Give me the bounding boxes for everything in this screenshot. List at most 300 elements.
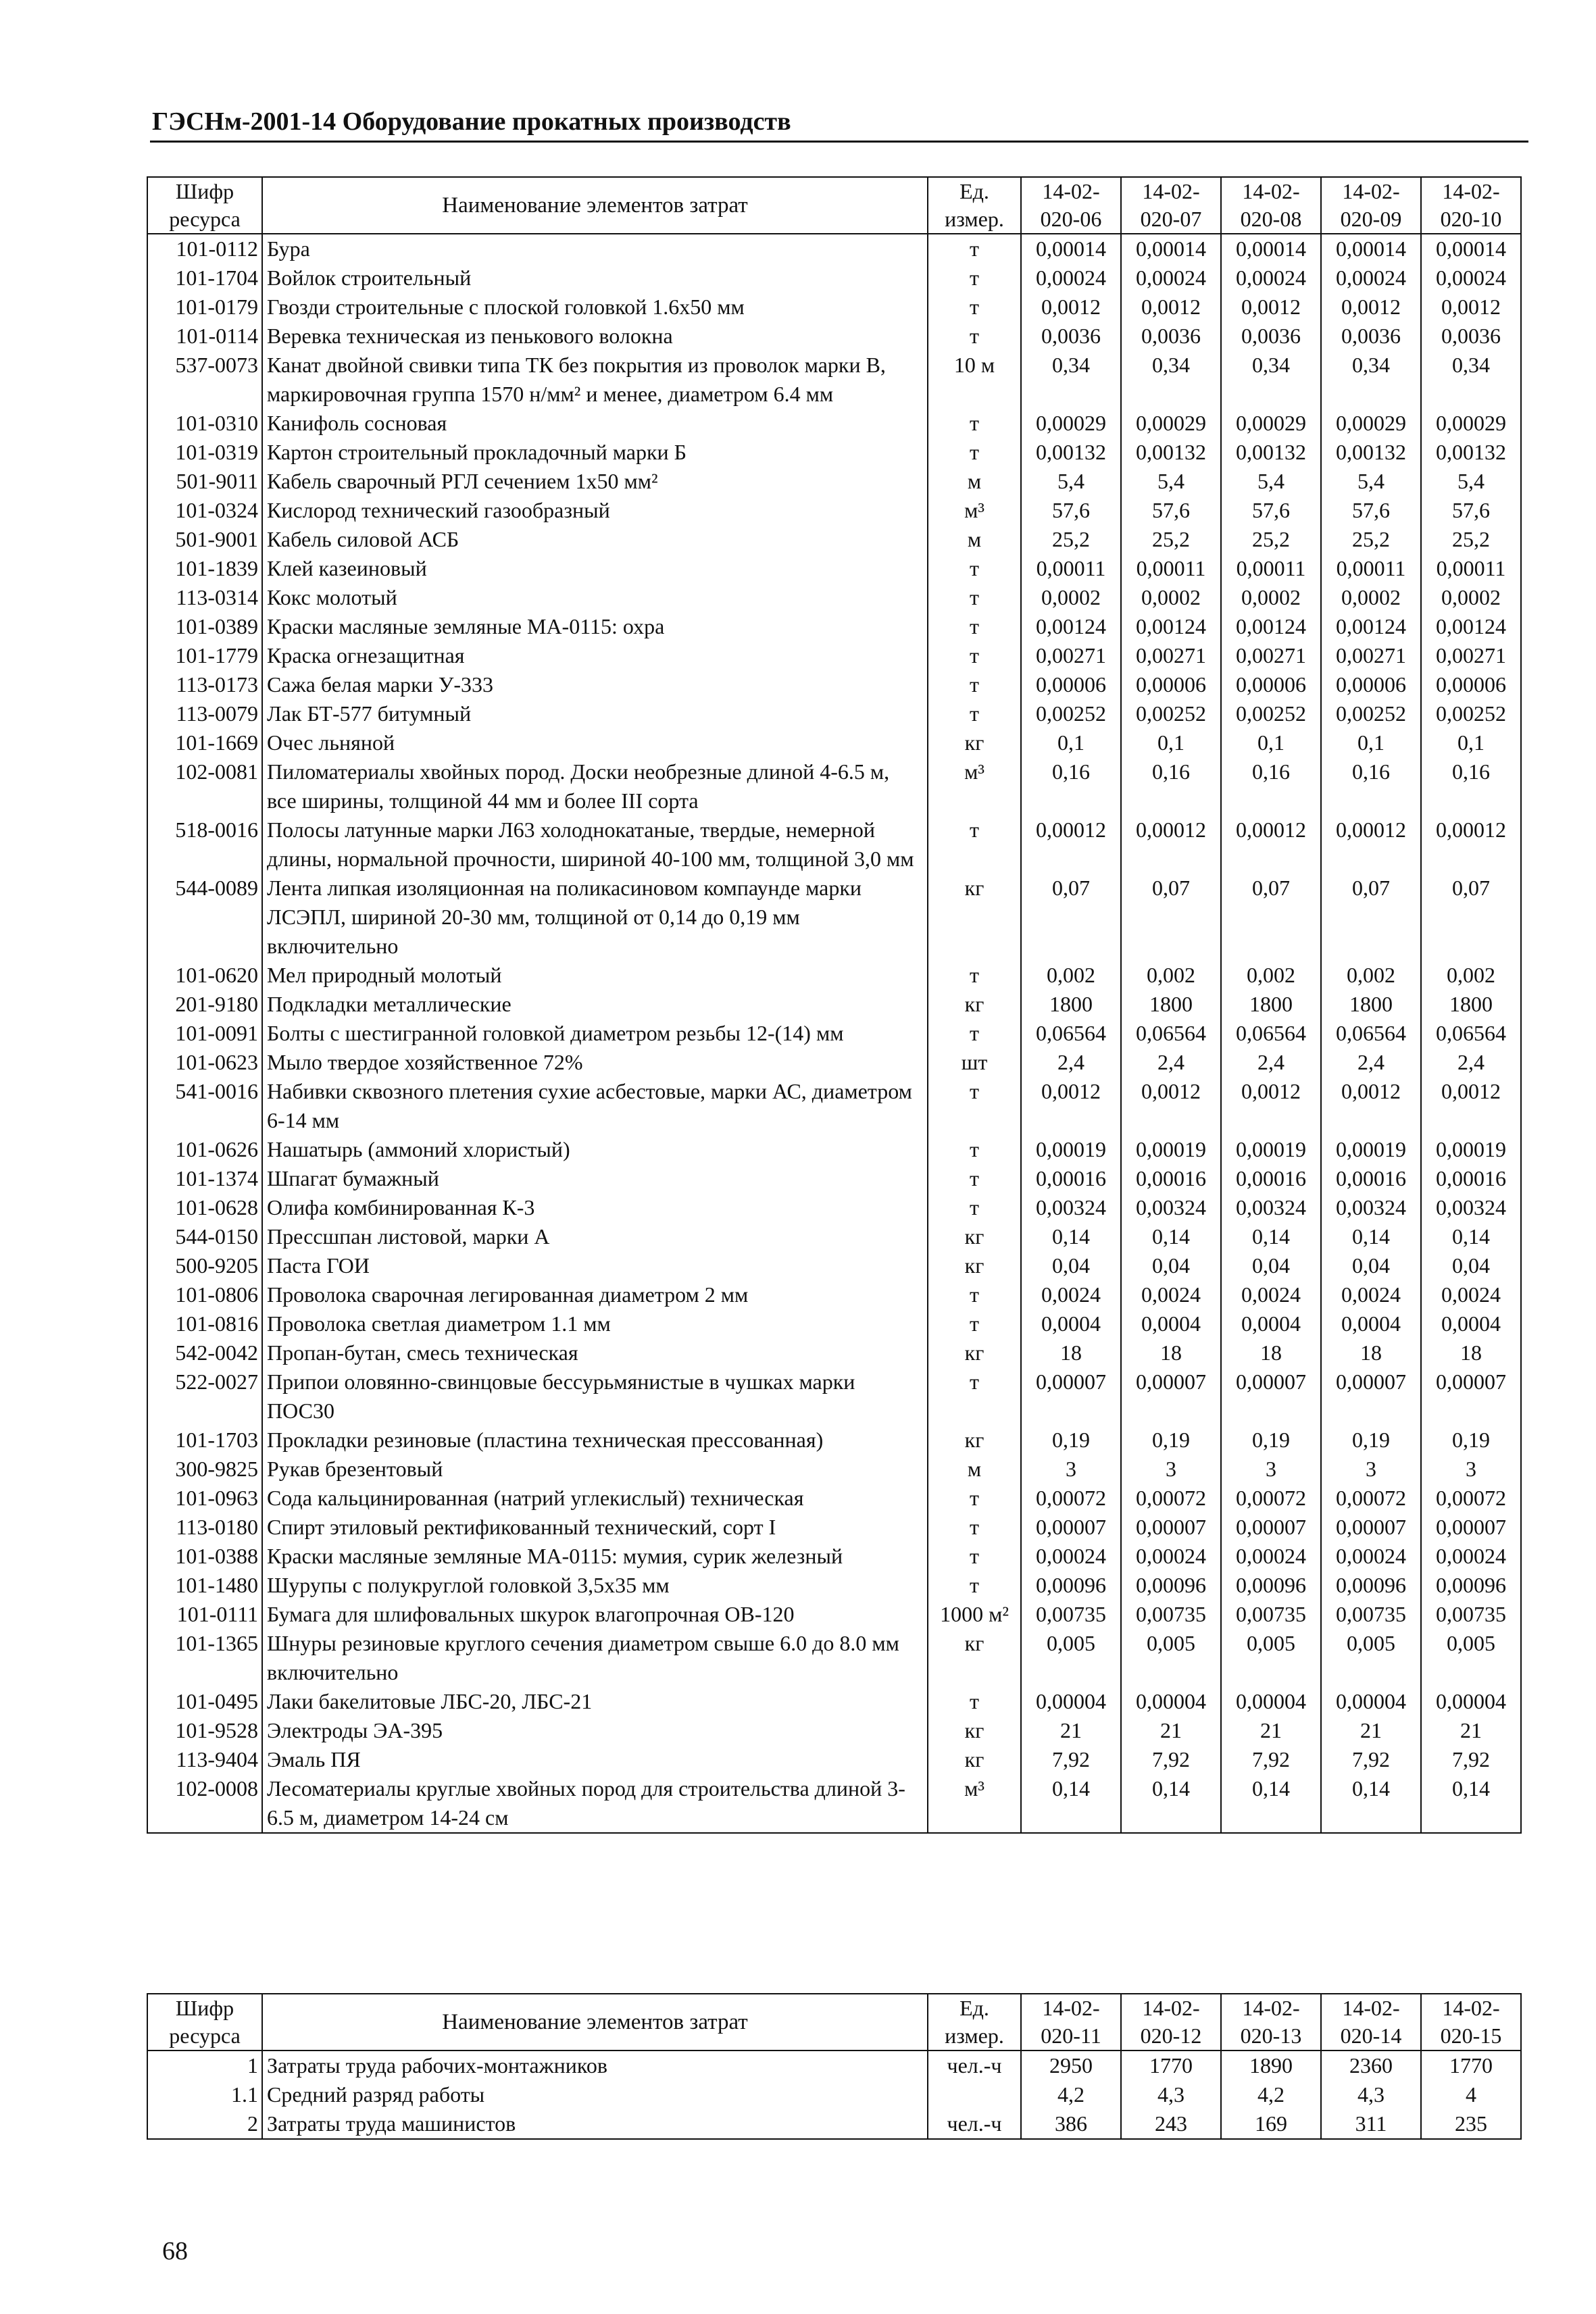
value-cell: 0,1 [1421, 728, 1521, 757]
header-code-line1: Шифр [175, 1996, 234, 2020]
value-cell: 0,06564 [1021, 1019, 1121, 1048]
resource-name: Бура [262, 234, 928, 263]
value-cell: 5,4 [1121, 467, 1221, 496]
resource-code: 101-0806 [147, 1280, 262, 1309]
resource-code: 518-0016 [147, 815, 262, 874]
value-cell: 0,19 [1021, 1426, 1121, 1455]
header-code [147, 1994, 262, 2051]
header-col-2-line2: 020-12 [1140, 2023, 1202, 2048]
header-col-3-line1: 14-02- [1242, 179, 1300, 203]
resource-code: 300-9825 [147, 1455, 262, 1484]
value-cell: 0,04 [1321, 1251, 1421, 1280]
value-cell: 0,00011 [1321, 554, 1421, 583]
table-row [147, 815, 1521, 874]
resource-unit: кг [928, 1251, 1021, 1280]
value-cell: 0,00252 [1121, 699, 1221, 728]
value-cell: 21 [1221, 1716, 1321, 1745]
resource-code: 101-0620 [147, 961, 262, 990]
resource-code: 522-0027 [147, 1367, 262, 1426]
resource-unit: т [928, 1309, 1021, 1338]
value-cell: 0,19 [1121, 1426, 1221, 1455]
value-cell: 0,16 [1021, 757, 1121, 815]
value-cell: 0,005 [1121, 1629, 1221, 1687]
resource-name: Шурупы с полукруглой головкой 3,5х35 мм [262, 1571, 928, 1600]
value-cell: 3 [1421, 1455, 1521, 1484]
table-row [147, 728, 1521, 757]
labor-table-body [147, 2051, 1521, 2139]
value-cell: 0,00014 [1221, 234, 1321, 263]
resource-name: Веревка техническая из пенькового волокна [262, 322, 928, 351]
table-row [147, 1222, 1521, 1251]
value-cell: 0,0024 [1121, 1280, 1221, 1309]
resource-name: Шнуры резиновые круглого сечения диаметром свыше 6.0 до 8.0 мм включительно [262, 1629, 928, 1687]
resource-unit: кг [928, 874, 1021, 961]
resource-name: Клей казеиновый [262, 554, 928, 583]
table-row [147, 1600, 1521, 1629]
resource-name: Краски масляные земляные МА-0115: мумия, сурик железный [262, 1542, 928, 1571]
value-cell: 0,0004 [1421, 1309, 1521, 1338]
resource-code: 101-0626 [147, 1135, 262, 1164]
value-cell: 2,4 [1021, 1048, 1121, 1077]
value-cell: 25,2 [1121, 525, 1221, 554]
header-col-5-line2: 020-10 [1440, 207, 1502, 231]
value-cell: 0,00124 [1421, 612, 1521, 641]
resource-code: 101-1703 [147, 1426, 262, 1455]
value-cell: 0,04 [1021, 1251, 1121, 1280]
value-cell: 57,6 [1221, 496, 1321, 525]
resource-unit: т [928, 438, 1021, 467]
resource-name: Мыло твердое хозяйственное 72% [262, 1048, 928, 1077]
resource-unit: т [928, 1484, 1021, 1513]
value-cell: 0,1 [1221, 728, 1321, 757]
table-row [147, 1687, 1521, 1716]
resource-name: Прокладки резиновые (пластина техническая прессованная) [262, 1426, 928, 1455]
value-cell: 0,00124 [1321, 612, 1421, 641]
value-cell: 0,00132 [1421, 438, 1521, 467]
resource-code: 101-0310 [147, 409, 262, 438]
value-cell: 0,0036 [1321, 322, 1421, 351]
header-col-2-line2: 020-07 [1140, 207, 1202, 231]
value-cell: 0,00029 [1121, 409, 1221, 438]
value-cell: 18 [1421, 1338, 1521, 1367]
header-code-line2: ресурса [169, 2023, 241, 2048]
resource-code: 544-0089 [147, 874, 262, 961]
table-row [147, 961, 1521, 990]
header-col-4-line2: 020-09 [1340, 207, 1402, 231]
value-cell: 0,00014 [1021, 234, 1121, 263]
value-cell: 0,002 [1321, 961, 1421, 990]
header-col-4-line1: 14-02- [1342, 1996, 1400, 2020]
resource-unit: т [928, 612, 1021, 641]
header-col-5-line1: 14-02- [1442, 179, 1500, 203]
table-row [147, 1629, 1521, 1687]
header-col-3 [1221, 177, 1321, 234]
resource-unit: т [928, 1513, 1021, 1542]
value-cell: 0,00012 [1421, 815, 1521, 874]
value-cell: 2950 [1021, 2051, 1121, 2080]
value-cell: 0,00006 [1421, 670, 1521, 699]
resource-code: 501-9001 [147, 525, 262, 554]
table-row [147, 322, 1521, 351]
resource-name: Пропан-бутан, смесь техническая [262, 1338, 928, 1367]
table-row [147, 1280, 1521, 1309]
value-cell: 0,002 [1121, 961, 1221, 990]
table-row [147, 1048, 1521, 1077]
value-cell: 0,07 [1221, 874, 1321, 961]
value-cell: 0,0002 [1121, 583, 1221, 612]
value-cell: 21 [1121, 1716, 1221, 1745]
value-cell: 0,0024 [1321, 1280, 1421, 1309]
value-cell: 0,00004 [1121, 1687, 1221, 1716]
value-cell: 0,00004 [1321, 1687, 1421, 1716]
header-unit-line1: Ед. [959, 1996, 989, 2020]
value-cell: 0,00132 [1321, 438, 1421, 467]
value-cell: 169 [1221, 2109, 1321, 2139]
value-cell: 0,14 [1021, 1222, 1121, 1251]
resource-unit: т [928, 1542, 1021, 1571]
value-cell: 2,4 [1421, 1048, 1521, 1077]
value-cell: 0,00007 [1221, 1367, 1321, 1426]
resource-code: 101-0816 [147, 1309, 262, 1338]
labor-table [147, 1993, 1522, 2140]
resource-name: Проволока сварочная легированная диаметром 2 мм [262, 1280, 928, 1309]
table-row [147, 1164, 1521, 1193]
value-cell: 0,00024 [1021, 1542, 1121, 1571]
resource-name: Шпагат бумажный [262, 1164, 928, 1193]
value-cell: 5,4 [1021, 467, 1121, 496]
value-cell: 0,00024 [1321, 1542, 1421, 1571]
header-col-2 [1121, 177, 1221, 234]
resource-name: Спирт этиловый ректификованный технический, сорт I [262, 1513, 928, 1542]
value-cell: 0,0004 [1221, 1309, 1321, 1338]
resource-name: Мел природный молотый [262, 961, 928, 990]
resource-code: 102-0008 [147, 1774, 262, 1833]
resource-code: 101-1839 [147, 554, 262, 583]
value-cell: 0,00132 [1021, 438, 1121, 467]
resource-code: 2 [147, 2109, 262, 2139]
header-col-4 [1321, 177, 1421, 234]
value-cell: 0,00324 [1021, 1193, 1121, 1222]
value-cell: 0,00072 [1321, 1484, 1421, 1513]
resource-name: Лаки бакелитовые ЛБС-20, ЛБС-21 [262, 1687, 928, 1716]
resource-unit: кг [928, 1745, 1021, 1774]
table-row [147, 2109, 1521, 2139]
resource-name: Средний разряд работы [262, 2080, 928, 2109]
value-cell: 0,00096 [1321, 1571, 1421, 1600]
resource-code: 101-1480 [147, 1571, 262, 1600]
table-row [147, 990, 1521, 1019]
resource-table-header [147, 177, 1521, 234]
header-col-4-line1: 14-02- [1342, 179, 1400, 203]
value-cell: 0,00252 [1421, 699, 1521, 728]
value-cell: 0,0004 [1121, 1309, 1221, 1338]
table-row [147, 293, 1521, 322]
resource-code: 101-0324 [147, 496, 262, 525]
resource-unit: т [928, 293, 1021, 322]
header-col-5-line2: 020-15 [1440, 2023, 1502, 2048]
table-row [147, 670, 1521, 699]
table-row [147, 612, 1521, 641]
resource-code: 500-9205 [147, 1251, 262, 1280]
value-cell: 0,16 [1421, 757, 1521, 815]
value-cell: 0,07 [1121, 874, 1221, 961]
resource-name: Кокс молотый [262, 583, 928, 612]
value-cell: 0,0002 [1021, 583, 1121, 612]
value-cell: 0,00072 [1421, 1484, 1521, 1513]
value-cell: 0,00016 [1221, 1164, 1321, 1193]
value-cell: 0,06564 [1221, 1019, 1321, 1048]
value-cell: 0,00072 [1021, 1484, 1121, 1513]
value-cell: 0,00014 [1321, 234, 1421, 263]
table-row [147, 525, 1521, 554]
value-cell: 0,00019 [1321, 1135, 1421, 1164]
resource-code: 113-9404 [147, 1745, 262, 1774]
value-cell: 2,4 [1221, 1048, 1321, 1077]
table-row [147, 554, 1521, 583]
value-cell: 0,34 [1321, 351, 1421, 409]
value-cell: 0,14 [1121, 1222, 1221, 1251]
value-cell: 1800 [1221, 990, 1321, 1019]
resource-name: Полосы латунные марки Л63 холоднокатаные, твердые, немерной длины, нормальной прочности, шириной 40-100 мм, толщиной 3,0 мм [262, 815, 928, 874]
table-row [147, 1774, 1521, 1833]
value-cell: 0,0036 [1221, 322, 1321, 351]
table-row [147, 874, 1521, 961]
value-cell: 1770 [1121, 2051, 1221, 2080]
header-col-1-line1: 14-02- [1042, 179, 1100, 203]
value-cell: 0,00124 [1021, 612, 1121, 641]
resource-name: Краска огнезащитная [262, 641, 928, 670]
value-cell: 0,00012 [1321, 815, 1421, 874]
value-cell: 0,00735 [1121, 1600, 1221, 1629]
resource-code: 101-0319 [147, 438, 262, 467]
value-cell: 5,4 [1421, 467, 1521, 496]
value-cell: 0,00324 [1321, 1193, 1421, 1222]
value-cell: 0,00006 [1221, 670, 1321, 699]
resource-unit: кг [928, 1716, 1021, 1745]
table-row [147, 1745, 1521, 1774]
value-cell: 0,00029 [1221, 409, 1321, 438]
resource-unit: т [928, 583, 1021, 612]
value-cell: 5,4 [1321, 467, 1421, 496]
table-row [147, 351, 1521, 409]
value-cell: 0,0012 [1021, 293, 1121, 322]
resource-unit: кг [928, 1222, 1021, 1251]
header-code-line2: ресурса [169, 207, 241, 231]
resource-name: Эмаль ПЯ [262, 1745, 928, 1774]
value-cell: 0,00271 [1421, 641, 1521, 670]
resource-unit: т [928, 322, 1021, 351]
resource-name: Лесоматериалы круглые хвойных пород для строительства длиной 3-6.5 м, диаметром 14-24 см [262, 1774, 928, 1833]
resource-name: Электроды ЭА-395 [262, 1716, 928, 1745]
header-unit-line1: Ед. [959, 179, 989, 203]
value-cell: 0,04 [1221, 1251, 1321, 1280]
resource-code: 537-0073 [147, 351, 262, 409]
header-col-2-line1: 14-02- [1142, 179, 1200, 203]
value-cell: 0,00072 [1221, 1484, 1321, 1513]
header-row [147, 177, 1521, 234]
value-cell: 0,002 [1421, 961, 1521, 990]
resource-code: 101-0495 [147, 1687, 262, 1716]
value-cell: 0,00324 [1221, 1193, 1321, 1222]
page-number: 68 [162, 2237, 188, 2265]
resource-name: Кабель сварочный РГЛ сечением 1х50 мм² [262, 467, 928, 496]
value-cell: 0,06564 [1421, 1019, 1521, 1048]
resource-name: Очес льняной [262, 728, 928, 757]
header-col-5 [1421, 177, 1521, 234]
resource-name: Лак БТ-577 битумный [262, 699, 928, 728]
value-cell: 0,0002 [1221, 583, 1321, 612]
value-cell: 0,00012 [1221, 815, 1321, 874]
header-col-1 [1021, 177, 1121, 234]
value-cell: 0,00029 [1421, 409, 1521, 438]
resource-unit: т [928, 1019, 1021, 1048]
table-row [147, 496, 1521, 525]
value-cell: 0,04 [1121, 1251, 1221, 1280]
value-cell: 21 [1321, 1716, 1421, 1745]
resource-name: Рукав брезентовый [262, 1455, 928, 1484]
value-cell: 0,00007 [1221, 1513, 1321, 1542]
value-cell: 0,00324 [1121, 1193, 1221, 1222]
value-cell: 0,0036 [1121, 322, 1221, 351]
value-cell: 3 [1021, 1455, 1121, 1484]
value-cell: 0,00007 [1321, 1367, 1421, 1426]
resource-code: 101-1669 [147, 728, 262, 757]
value-cell: 0,06564 [1321, 1019, 1421, 1048]
table-row [147, 1077, 1521, 1135]
value-cell: 0,00024 [1121, 1542, 1221, 1571]
value-cell: 0,00124 [1221, 612, 1321, 641]
resource-name: Болты с шестигранной головкой диаметром резьбы 12-(14) мм [262, 1019, 928, 1048]
value-cell: 0,34 [1421, 351, 1521, 409]
value-cell: 0,00024 [1321, 263, 1421, 293]
value-cell: 0,19 [1421, 1426, 1521, 1455]
value-cell: 0,00016 [1121, 1164, 1221, 1193]
value-cell: 0,00735 [1021, 1600, 1121, 1629]
value-cell: 2,4 [1121, 1048, 1221, 1077]
value-cell: 0,00096 [1221, 1571, 1321, 1600]
table-row [147, 757, 1521, 815]
resource-code: 101-1704 [147, 263, 262, 293]
resource-code: 101-0179 [147, 293, 262, 322]
value-cell: 0,14 [1121, 1774, 1221, 1833]
header-col-3-line2: 020-13 [1240, 2023, 1302, 2048]
value-cell: 0,002 [1021, 961, 1121, 990]
value-cell: 0,04 [1421, 1251, 1521, 1280]
resource-code: 101-0963 [147, 1484, 262, 1513]
value-cell: 0,00019 [1421, 1135, 1521, 1164]
value-cell: 3 [1321, 1455, 1421, 1484]
value-cell: 0,0012 [1021, 1077, 1121, 1135]
value-cell: 0,16 [1221, 757, 1321, 815]
resource-code: 101-0628 [147, 1193, 262, 1222]
value-cell: 0,00735 [1421, 1600, 1521, 1629]
header-col-4-line2: 020-14 [1340, 2023, 1402, 2048]
value-cell: 0,34 [1121, 351, 1221, 409]
value-cell: 18 [1221, 1338, 1321, 1367]
value-cell: 0,00132 [1221, 438, 1321, 467]
value-cell: 0,00324 [1421, 1193, 1521, 1222]
resource-unit [928, 2080, 1021, 2109]
value-cell: 0,07 [1421, 874, 1521, 961]
value-cell: 0,00007 [1021, 1367, 1121, 1426]
resource-code: 113-0314 [147, 583, 262, 612]
resource-code: 102-0081 [147, 757, 262, 815]
value-cell: 0,00271 [1221, 641, 1321, 670]
value-cell: 7,92 [1021, 1745, 1121, 1774]
value-cell: 1800 [1121, 990, 1221, 1019]
resource-name: Прессшпан листовой, марки А [262, 1222, 928, 1251]
value-cell: 0,19 [1221, 1426, 1321, 1455]
value-cell: 0,06564 [1121, 1019, 1221, 1048]
resource-name: Припои оловянно-свинцовые бессурьмянистые в чушках марки ПОС30 [262, 1367, 928, 1426]
header-col-1 [1021, 1994, 1121, 2051]
value-cell: 2,4 [1321, 1048, 1421, 1077]
resource-code: 101-0388 [147, 1542, 262, 1571]
value-cell: 0,1 [1021, 728, 1121, 757]
resource-name: Бумага для шлифовальных шкурок влагопрочная ОВ-120 [262, 1600, 928, 1629]
header-col-1-line2: 020-06 [1040, 207, 1102, 231]
value-cell: 0,0012 [1421, 293, 1521, 322]
value-cell: 0,00004 [1221, 1687, 1321, 1716]
resource-name: Подкладки металлические [262, 990, 928, 1019]
value-cell: 0,00096 [1021, 1571, 1121, 1600]
resource-unit: м [928, 1455, 1021, 1484]
value-cell: 0,00016 [1421, 1164, 1521, 1193]
value-cell: 0,00007 [1121, 1367, 1221, 1426]
value-cell: 57,6 [1321, 496, 1421, 525]
value-cell: 0,00006 [1121, 670, 1221, 699]
value-cell: 0,00006 [1321, 670, 1421, 699]
value-cell: 0,0036 [1421, 322, 1521, 351]
value-cell: 0,34 [1021, 351, 1121, 409]
header-code [147, 177, 262, 234]
table-row [147, 1135, 1521, 1164]
header-name: Наименование элементов затрат [262, 177, 928, 234]
resource-unit: т [928, 554, 1021, 583]
resource-unit: м [928, 525, 1021, 554]
value-cell: 0,00004 [1021, 1687, 1121, 1716]
value-cell: 0,0024 [1221, 1280, 1321, 1309]
value-cell: 18 [1121, 1338, 1221, 1367]
value-cell: 0,0012 [1121, 1077, 1221, 1135]
value-cell: 0,00011 [1021, 554, 1121, 583]
value-cell: 0,00024 [1421, 263, 1521, 293]
resource-unit: чел.-ч [928, 2109, 1021, 2139]
value-cell: 0,0036 [1021, 322, 1121, 351]
resource-name: Нашатырь (аммоний хлористый) [262, 1135, 928, 1164]
value-cell: 0,07 [1021, 874, 1121, 961]
value-cell: 0,00271 [1021, 641, 1121, 670]
resource-code: 101-0623 [147, 1048, 262, 1077]
value-cell: 0,07 [1321, 874, 1421, 961]
header-col-3-line1: 14-02- [1242, 1996, 1300, 2020]
resource-code: 101-1374 [147, 1164, 262, 1193]
resource-name: Кислород технический газообразный [262, 496, 928, 525]
table-row [147, 1455, 1521, 1484]
resource-name: Кабель силовой АСБ [262, 525, 928, 554]
header-col-2-line1: 14-02- [1142, 1996, 1200, 2020]
table-row [147, 438, 1521, 467]
header-unit [928, 177, 1021, 234]
value-cell: 0,00024 [1021, 263, 1121, 293]
value-cell: 0,00132 [1121, 438, 1221, 467]
table-row [147, 1019, 1521, 1048]
resource-name: Сажа белая марки У-333 [262, 670, 928, 699]
value-cell: 0,00012 [1121, 815, 1221, 874]
value-cell: 0,16 [1321, 757, 1421, 815]
value-cell: 1800 [1021, 990, 1121, 1019]
value-cell: 0,0024 [1421, 1280, 1521, 1309]
